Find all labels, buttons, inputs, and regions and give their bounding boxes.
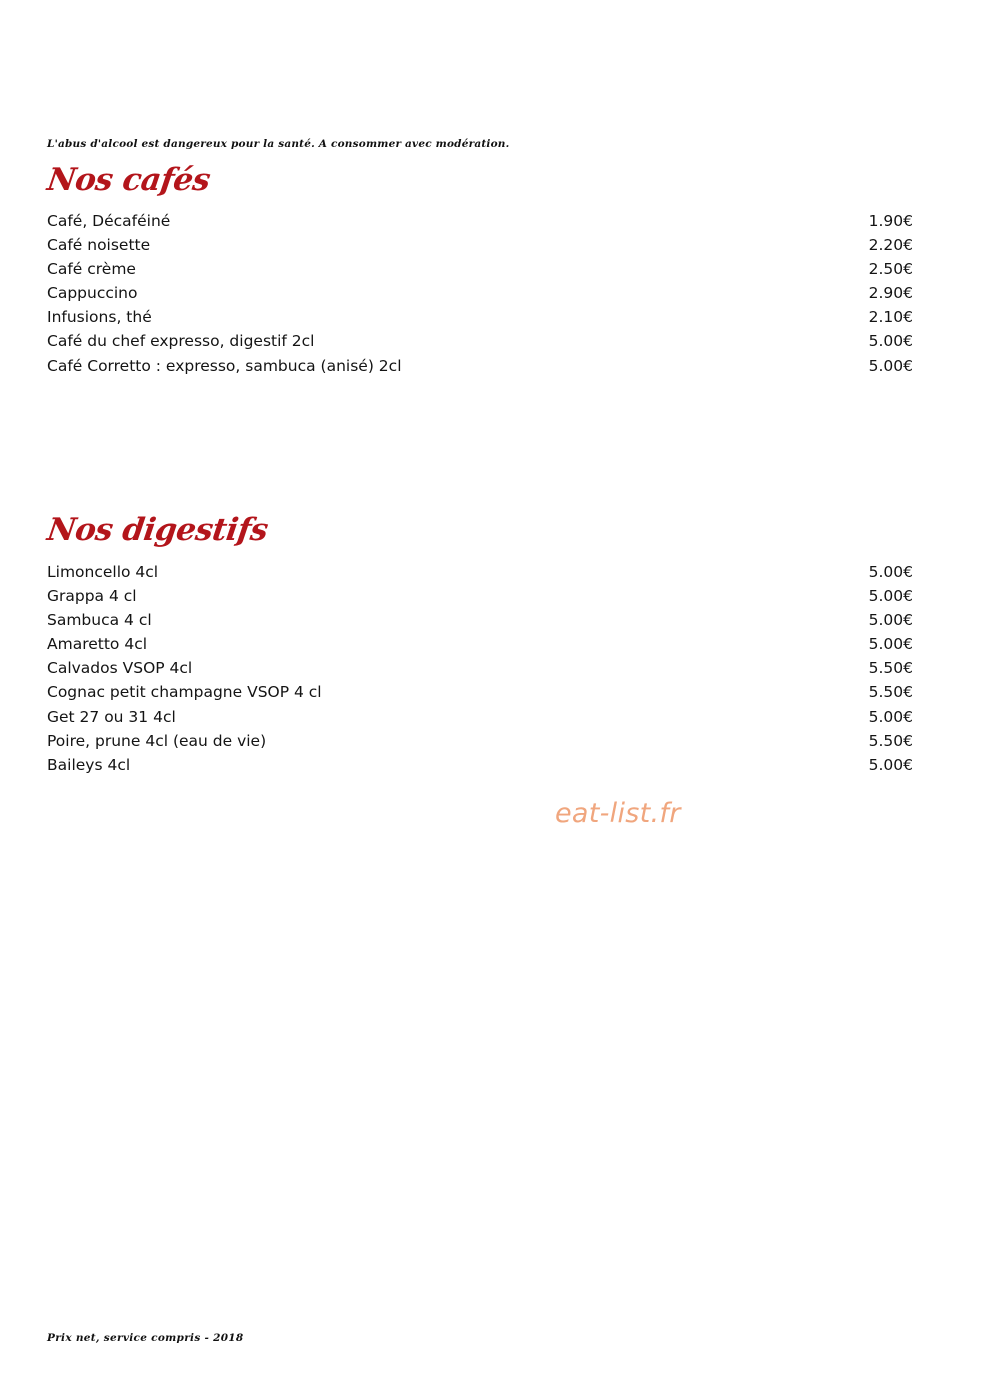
menu-item <box>47 560 913 584</box>
menu-item <box>47 233 913 257</box>
menu-item-name: Infusions, thé <box>47 308 152 327</box>
menu-list-cafes <box>47 209 913 378</box>
menu-item <box>47 680 913 704</box>
menu-item-price: 2.20€ <box>868 236 913 255</box>
menu-item-name: Café noisette <box>47 236 151 255</box>
menu-item <box>47 753 913 777</box>
menu-item-name: Café, Décaféiné <box>47 212 171 230</box>
menu-list-digestifs <box>47 560 913 777</box>
menu-item <box>47 632 913 656</box>
menu-item-name: Get 27 ou 31 4cl <box>47 707 176 726</box>
menu-item-name: Sambuca 4 cl <box>47 611 152 630</box>
menu-item-name: Calvados VSOP 4cl <box>47 659 193 678</box>
menu-item-price: 5.00€ <box>868 707 913 726</box>
menu-item <box>47 584 913 608</box>
menu-item-name: Grappa 4 cl <box>47 587 137 606</box>
menu-item-name: Cappuccino <box>47 284 138 303</box>
menu-item-price: 5.00€ <box>868 611 913 630</box>
menu-item-price: 5.00€ <box>868 563 913 581</box>
menu-item <box>47 209 913 233</box>
menu-item <box>47 329 913 353</box>
menu-item-price: 2.10€ <box>868 308 913 327</box>
menu-item <box>47 729 913 753</box>
menu-item-price: 5.50€ <box>868 683 913 702</box>
menu-item-price: 5.00€ <box>868 587 913 606</box>
menu-item-price: 5.00€ <box>868 635 913 654</box>
menu-item-name: Amaretto 4cl <box>47 635 148 654</box>
menu-item <box>47 705 913 729</box>
menu-item <box>47 305 913 329</box>
menu-item-name: Café du chef expresso, digestif 2cl <box>47 332 315 351</box>
footer-note: Prix net, service compris - 2018 <box>47 1332 244 1344</box>
section-title-cafes: Nos cafés <box>45 162 213 198</box>
menu-item-price: 5.00€ <box>868 356 913 375</box>
menu-item-name: Café Corretto : expresso, sambuca (anisé) 2cl <box>47 356 402 375</box>
menu-item-name: Limoncello 4cl <box>47 563 159 581</box>
menu-item-price: 5.00€ <box>868 332 913 351</box>
menu-item-name: Cognac petit champagne VSOP 4 cl <box>47 683 322 702</box>
menu-item <box>47 354 913 378</box>
alcohol-warning: L'abus d'alcool est dangereux pour la santé. A consommer avec modération. <box>47 138 510 150</box>
menu-item <box>47 656 913 680</box>
watermark: eat-list.fr <box>555 798 681 829</box>
menu-item-price: 5.50€ <box>868 659 913 678</box>
menu-item-price: 2.90€ <box>868 284 913 303</box>
menu-item-name: Poire, prune 4cl (eau de vie) <box>47 731 267 750</box>
section-title-digestifs: Nos digestifs <box>45 512 271 548</box>
menu-item-price: 5.00€ <box>868 755 913 774</box>
menu-item <box>47 257 913 281</box>
menu-item-price: 5.50€ <box>868 731 913 750</box>
menu-item <box>47 608 913 632</box>
menu-item <box>47 281 913 305</box>
menu-item-name: Café crème <box>47 260 136 279</box>
menu-item-name: Baileys 4cl <box>47 755 131 774</box>
menu-item-price: 1.90€ <box>868 212 913 230</box>
menu-item-price: 2.50€ <box>868 260 913 279</box>
